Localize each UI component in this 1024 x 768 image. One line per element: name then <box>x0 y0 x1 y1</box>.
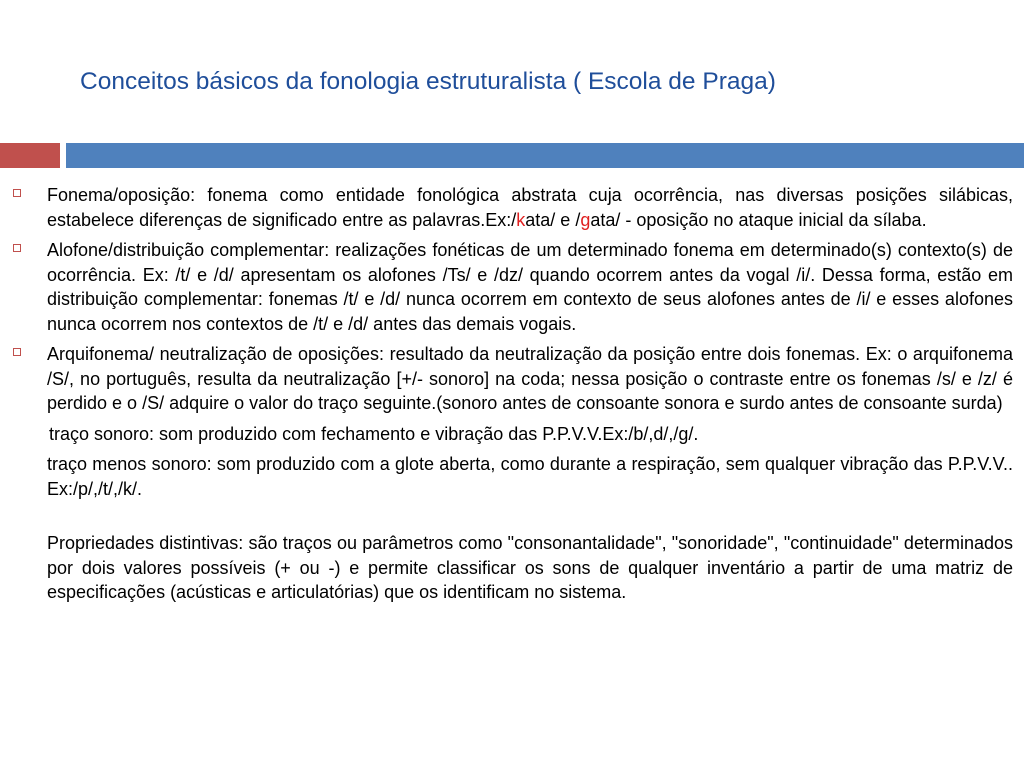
square-bullet-icon <box>13 189 21 197</box>
accent-bar-blue <box>66 143 1024 168</box>
bullet-alofone-text: Alofone/distribuição complementar: realizações fonéticas de um determinado fonema em determinado(s) contexto(s) de ocorrência. Ex: /t/ e /d/ apresentam os alofones /Ts/ e /dz/ quando ocorrem antes da vogal /i/. Dessa forma, estão em distribuição complementar: fonemas /t/ e /d/ nunca ocorrem em contexto de seus alofones antes de /i/ e esses alofones nunca ocorrem nos contextos de /t/ e /d/ antes das demais vogais. <box>47 240 1013 334</box>
paragraph-traco-sonoro: traço sonoro: som produzido com fechamento e vibração das P.P.V.V.Ex:/b/,d/,/g/. <box>49 423 699 444</box>
square-bullet-icon <box>13 348 21 356</box>
highlight-k: k <box>516 209 526 230</box>
paragraph-traco-menos-sonoro: traço menos sonoro: som produzido com a glote aberta, como durante a respiração, sem qualquer vibração das P.P.V.V.. Ex:/p/,/t/,/k/. <box>47 454 1013 499</box>
slide-content <box>0 183 1024 605</box>
bullet-fonema <box>47 183 1013 232</box>
bullet-fonema-text-b: ata/ e / <box>525 209 581 230</box>
slide-title: Conceitos básicos da fonologia estruturalista ( Escola de Praga) <box>80 68 776 95</box>
highlight-g: g <box>580 209 591 230</box>
bullet-fonema-text-c: ata/ - oposição no ataque inicial da sílaba. <box>590 209 927 230</box>
bullet-alofone <box>47 238 1013 336</box>
bullet-arquifonema <box>47 342 1013 416</box>
accent-bar-red <box>0 143 60 168</box>
paragraph-propriedades: Propriedades distintivas: são traços ou parâmetros como "consonantalidade", "sonoridade", "continuidade" determinados por dois valores possíveis (+ ou -) e permite classificar os sons de qualquer inventário a partir de uma matriz de especificações (acústicas e articulatórias) que os identificam no sistema. <box>47 533 1013 602</box>
square-bullet-icon <box>13 244 21 252</box>
bullet-fonema-text-a: Fonema/oposição: fonema como entidade fonológica abstrata cuja ocorrência, nas diversas posições silábicas, estabelece diferenças de significado entre as palavras.Ex:/ <box>47 185 1013 230</box>
bullet-arquifonema-text: Arquifonema/ neutralização de oposições: resultado da neutralização da posição entre dois fonemas. Ex: o arquifonema /S/, no português, resulta da neutralização [+/- sonoro] na coda; nessa posição o contraste entre os fonemas /s/ e /z/ é perdido e o /S/ adquire o valor do traço seguinte.(sonoro antes de consoante sonora e surdo antes de consoante surda) <box>47 344 1013 413</box>
